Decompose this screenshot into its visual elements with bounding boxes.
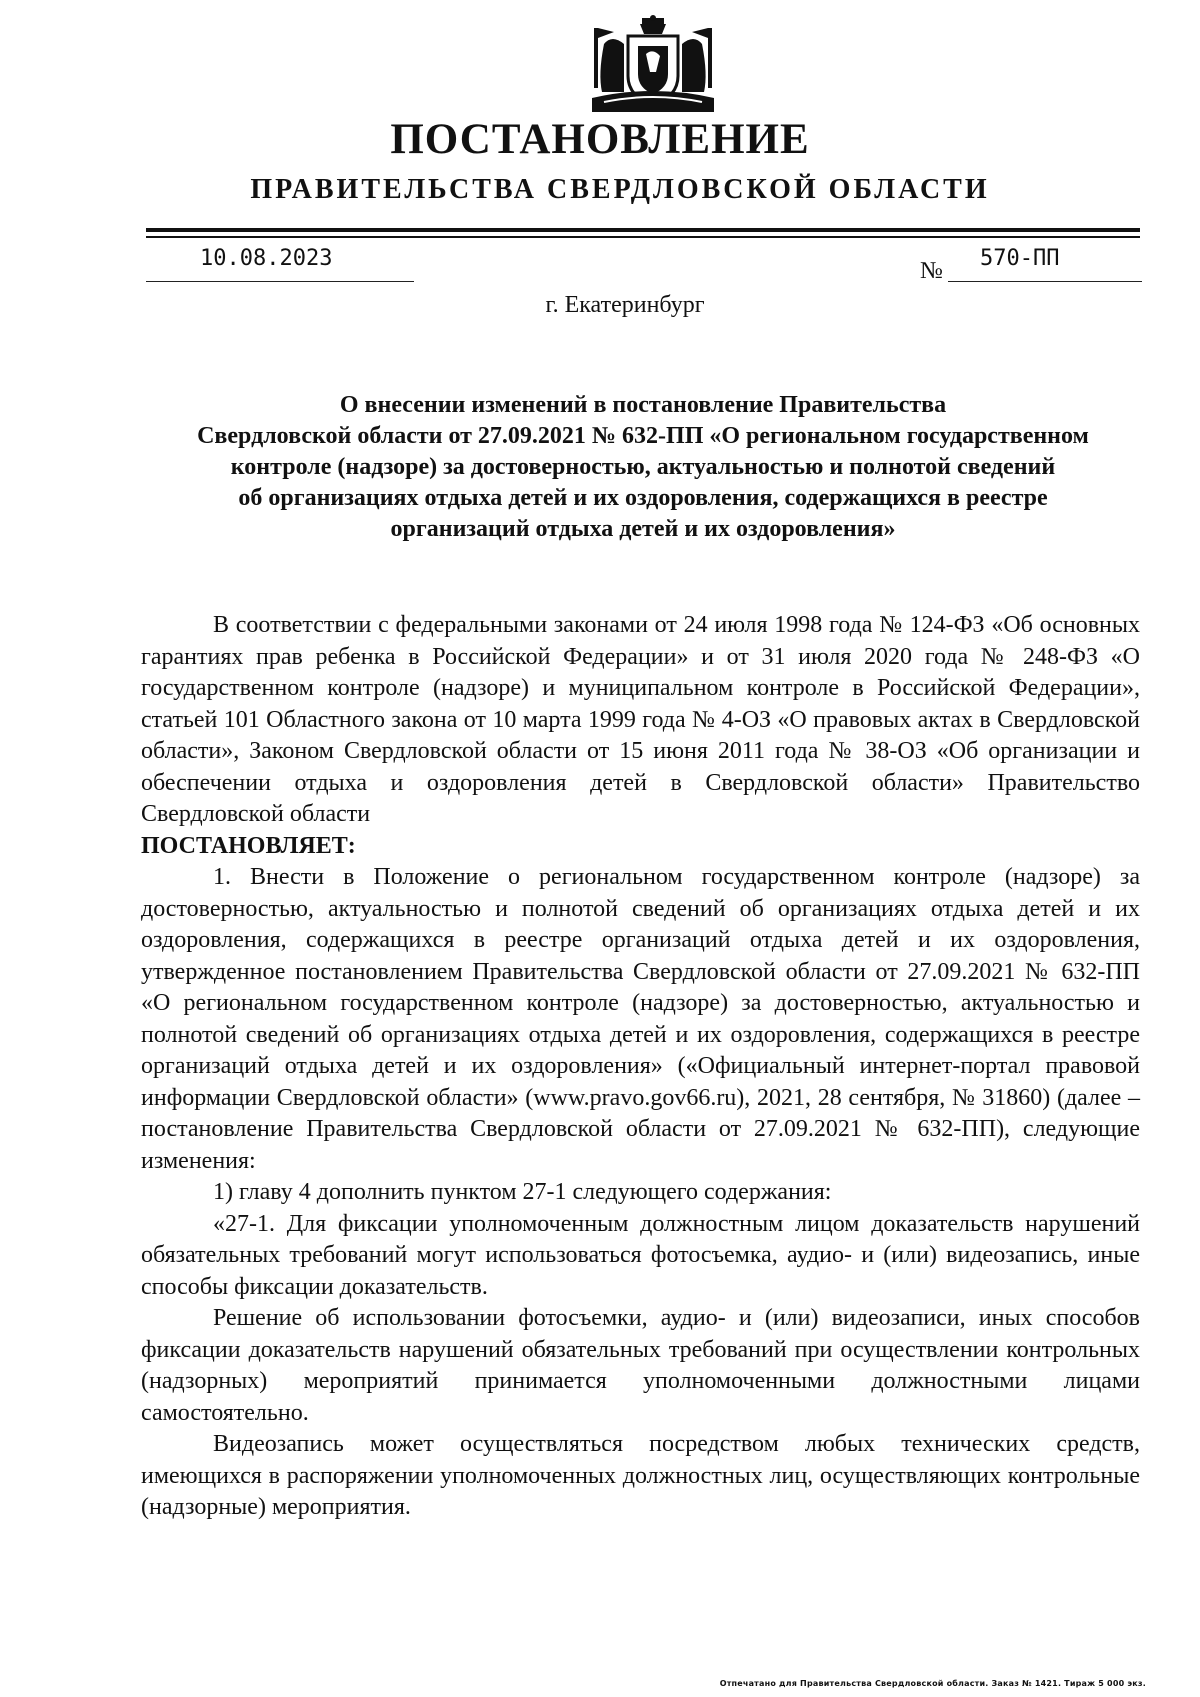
- document-body: [141, 610, 1140, 1524]
- document-title: ПОСТАНОВЛЕНИЕ: [390, 116, 810, 163]
- date-underline: [146, 281, 414, 282]
- header-divider-thick: [146, 228, 1140, 232]
- number-underline: [948, 281, 1142, 282]
- heading-line: О внесении изменений в постановление Правительства: [339, 392, 947, 418]
- body-paragraph: «27-1. Для фиксации уполномоченным должностным лицом доказательств нарушений обязательных требований могут использоваться фотосъемка, аудио- и (или) видеозапись, иные способы фиксации доказательств.: [141, 1210, 1140, 1300]
- body-paragraph: 1. Внести в Положение о региональном государственном контроле (надзоре) за достоверностью, актуальностью и полнотой сведений об организациях отдыха детей и их оздоровления, содержащихся в реестре организаций отдыха детей и их оздоровления, утвержденное постановлением Правительства Свердловской области от 27.09.2021 № 632-ПП «О региональном государственном контроле (надзоре) за достоверностью, актуальностью и полнотой сведений об организациях отдыха детей и их оздоровления, содержащихся в реестре организаций отдыха детей и их оздоровления» («Официальный интернет-портал правовой информации Свердловской области» (www.pravo.gov66.ru), 2021, 28 сентября, № 31860) (далее – постановление Правительства Свердловской области от 27.09.2021 № 632-ПП), следующие изменения:: [141, 864, 1140, 1174]
- body-paragraph: Решение об использовании фотосъемки, аудио- и (или) видеозаписи, иных способов фиксации доказательств нарушений обязательных требований при осуществлении контрольных (надзорных) мероприятий принимается уполномоченными должностными лицами самостоятельно.: [141, 1305, 1140, 1426]
- city: г. Екатеринбург: [545, 292, 705, 318]
- body-paragraph: 1) главу 4 дополнить пунктом 27-1 следующего содержания:: [213, 1179, 832, 1205]
- heading-line: контроле (надзоре) за достоверностью, актуальностью и полнотой сведений: [230, 454, 1056, 480]
- document-date: 10.08.2023: [200, 246, 333, 271]
- number-label: №: [920, 258, 943, 284]
- resolution-heading: [146, 390, 1140, 545]
- heading-line: организаций отдыха детей и их оздоровления»: [390, 516, 896, 542]
- body-paragraph: Видеозапись может осуществляться посредством любых технических средств, имеющихся в распоряжении уполномоченных должностных лиц, осуществляющих контрольные (надзорные) мероприятия.: [141, 1431, 1140, 1520]
- resolves-label: ПОСТАНОВЛЯЕТ:: [141, 832, 356, 859]
- heading-line: об организациях отдыха детей и их оздоровления, содержащихся в реестре: [238, 485, 1048, 511]
- preamble-paragraph: В соответствии с федеральными законами от 24 июля 1998 года № 124-ФЗ «Об основных гарантиях прав ребенка в Российской Федерации» и от 31 июля 2020 года № 248-ФЗ «О государственном контроле (надзоре) и муниципальном контроле в Российской Федерации», статьей 101 Областного закона от 10 марта 1999 года № 4-ОЗ «О правовых актах в Свердловской области», Законом Свердловской области от 15 июня 2011 года № 38-ОЗ «Об организации и обеспечении отдыха и оздоровления детей в Свердловской области» Правительство Свердловской области: [141, 612, 1140, 827]
- document-subtitle: ПРАВИТЕЛЬСТВА СВЕРДЛОВСКОЙ ОБЛАСТИ: [250, 174, 990, 205]
- header-divider-thin: [146, 236, 1140, 238]
- heading-line: Свердловской области от 27.09.2021 № 632-ПП «О региональном государственном: [197, 423, 1089, 449]
- sverdlovsk-coat-of-arms-icon: [584, 14, 722, 116]
- print-note: Отпечатано для Правительства Свердловской области. Заказ № 1421. Тираж 5 000 экз.: [719, 1679, 1146, 1688]
- document-number: 570-ПП: [980, 246, 1060, 271]
